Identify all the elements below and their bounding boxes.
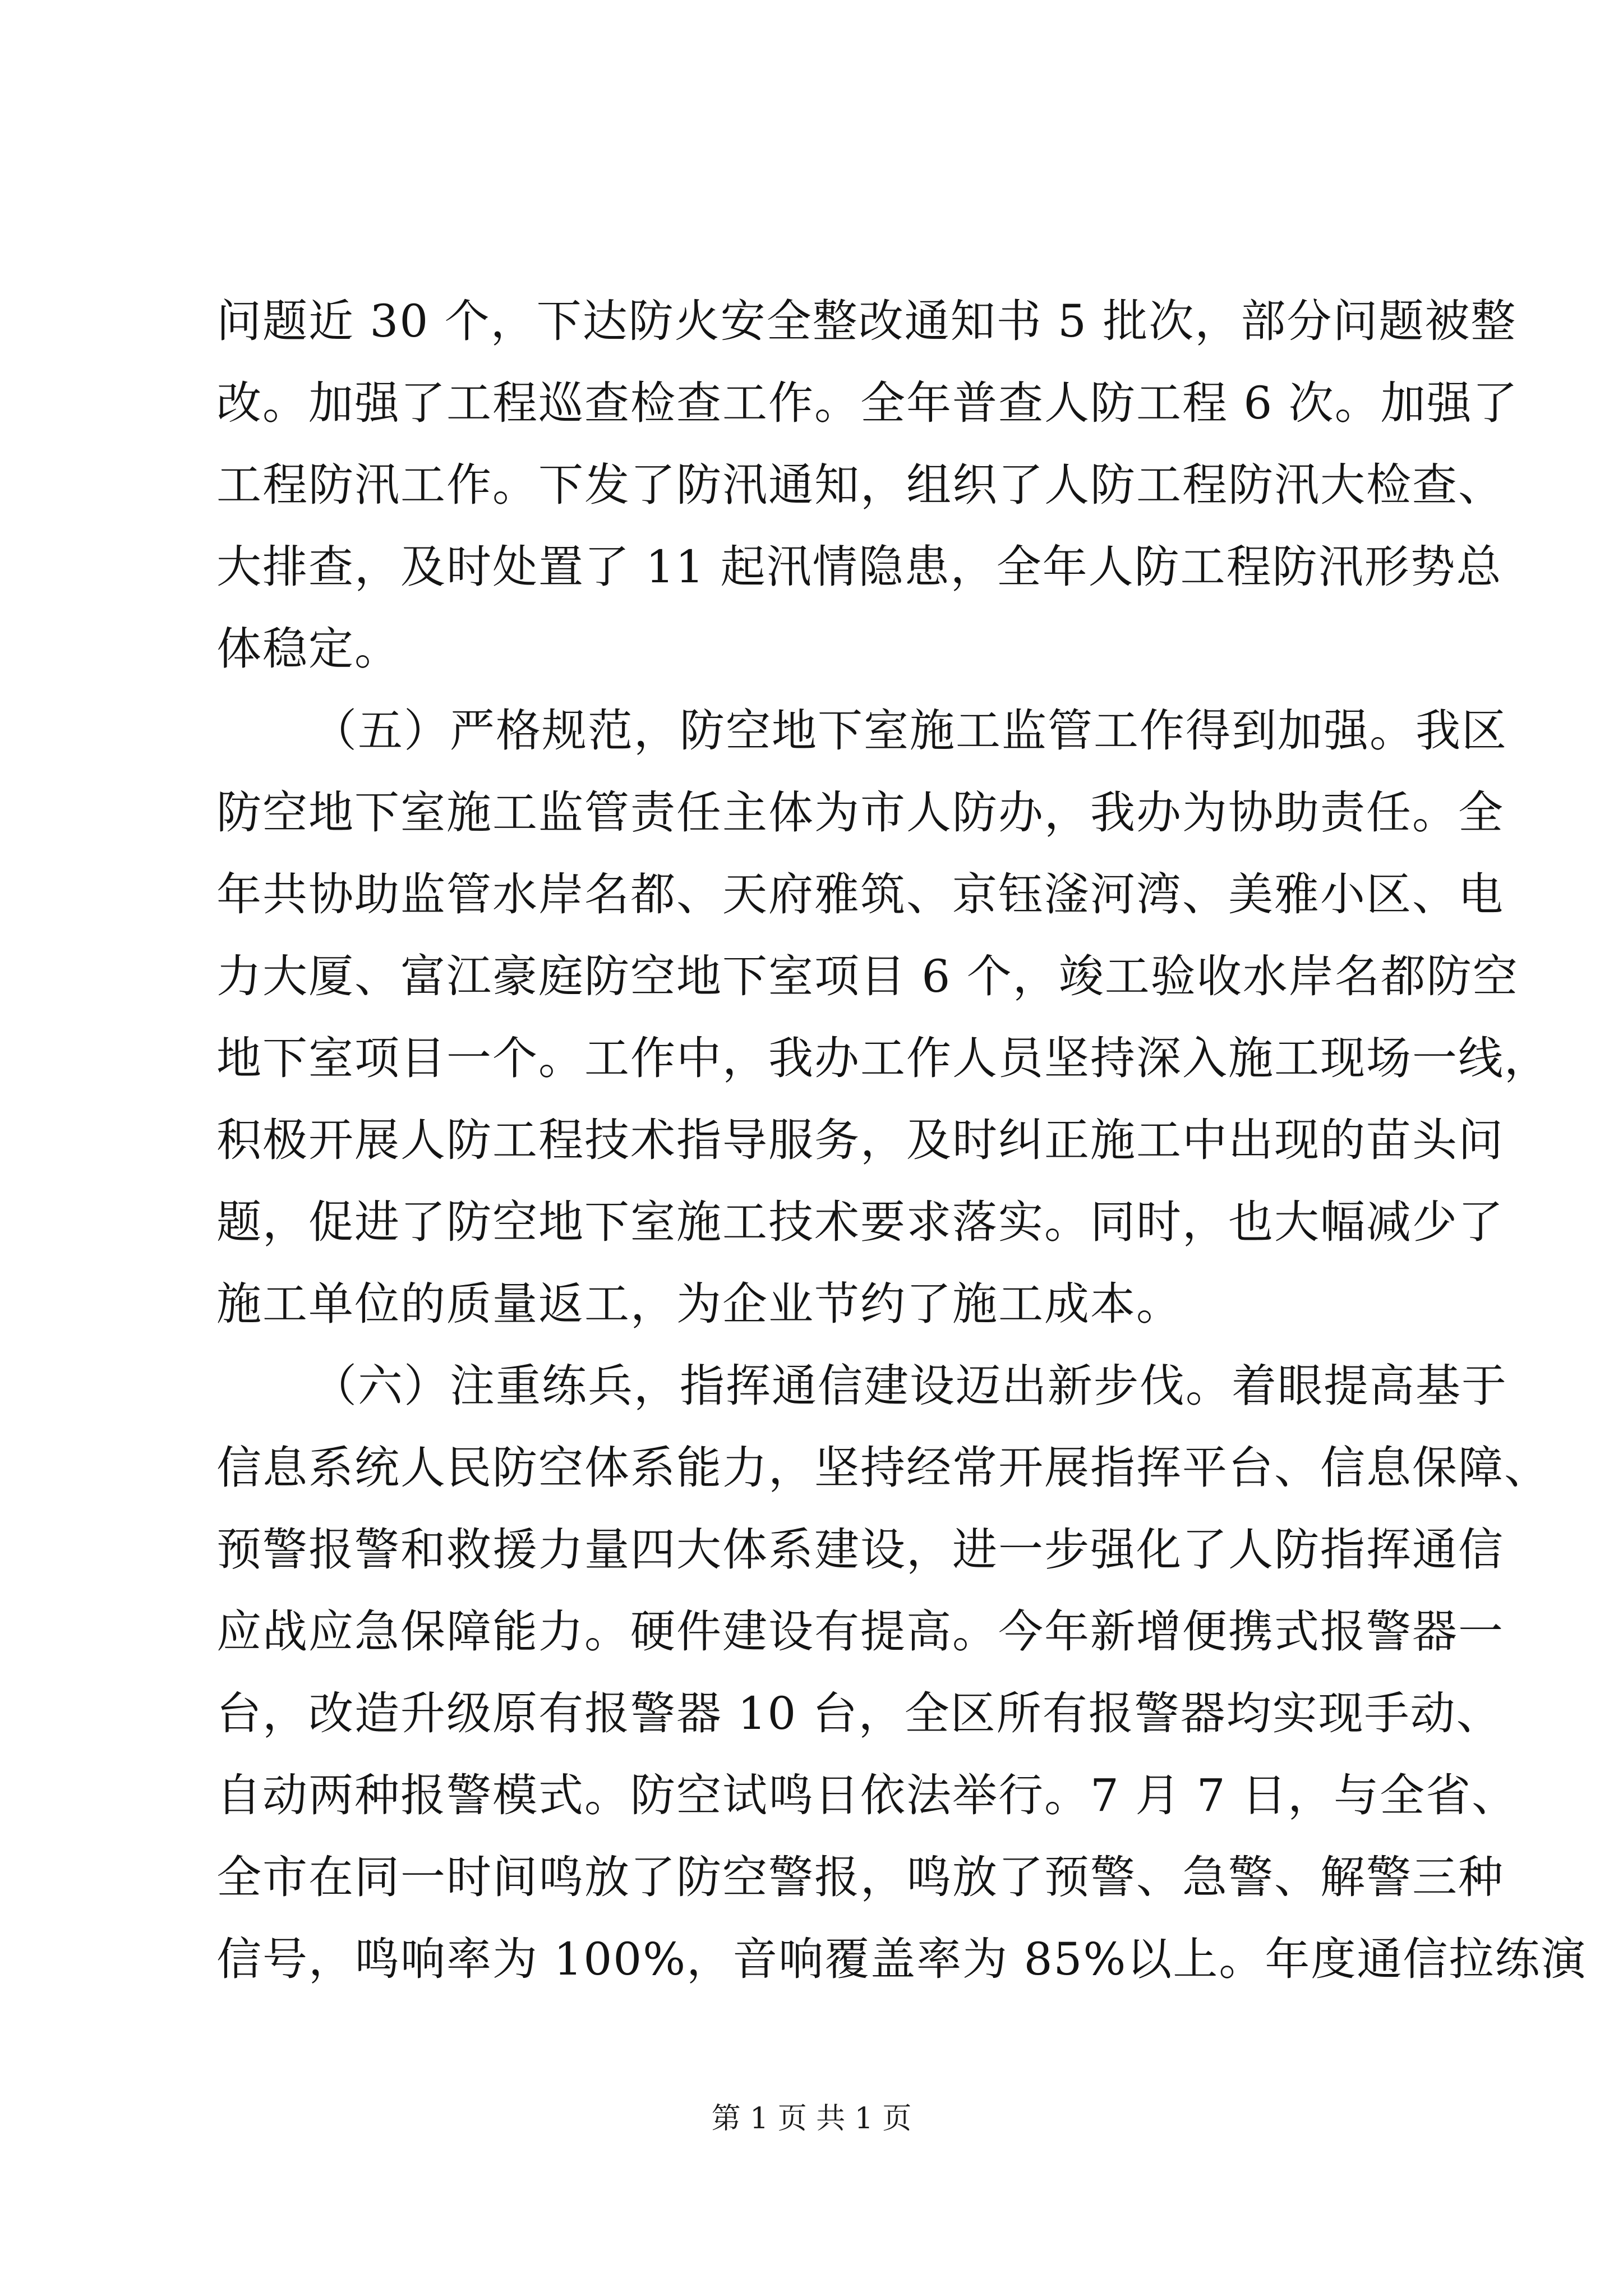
text-line: 自动两种报警模式。防空试鸣日依法举行。7 月 7 日，与全省、: [216, 1769, 1518, 1821]
text-line: 力大厦、富江豪庭防空地下室项目 6 个，竣工验收水岸名都防空: [216, 950, 1519, 1002]
page-footer: 第 1 页 共 1 页: [711, 2102, 912, 2136]
section-heading-line: （五）严格规范，防空地下室施工监管工作得到加强。我区: [312, 705, 1507, 757]
text-line: 预警报警和救援力量四大体系建设，进一步强化了人防指挥通信: [216, 1524, 1504, 1576]
document-body: [216, 280, 1587, 2000]
text-line: 防空地下室施工监管责任主体为市人防办，我办为协助责任。全: [216, 786, 1504, 839]
text-line: 全市在同一时间鸣放了防空警报，鸣放了预警、急警、解警三种: [216, 1851, 1504, 1903]
text-line: 积极开展人防工程技术指导服务，及时纠正施工中出现的苗头问: [216, 1114, 1504, 1166]
text-line: 台，改造升级原有报警器 10 台，全区所有报警器均实现手动、: [216, 1687, 1502, 1740]
text-line: 大排查，及时处置了 11 起汛情隐患，全年人防工程防汛形势总: [216, 541, 1502, 593]
text-line: 施工单位的质量返工，为企业节约了施工成本。: [216, 1278, 1182, 1330]
text-line: 工程防汛工作。下发了防汛通知，组织了人防工程防汛大检查、: [216, 459, 1504, 511]
text-line: 地下室项目一个。工作中，我办工作人员坚持深入施工现场一线，: [216, 1032, 1550, 1084]
text-line: 应战应急保障能力。硬件建设有提高。今年新增便携式报警器一: [216, 1605, 1504, 1658]
text-line: 改。加强了工程巡查检查工作。全年普查人防工程 6 次。加强了: [216, 377, 1519, 429]
text-line: 信号，鸣响率为 100%，音响覆盖率为 85%以上。年度通信拉练演: [216, 1933, 1587, 1985]
text-line: 信息系统人民防空体系能力，坚持经常开展指挥平台、信息保障、: [216, 1442, 1550, 1494]
text-line: 体稳定。: [216, 623, 400, 675]
text-line: 题，促进了防空地下室施工技术要求落实。同时，也大幅减少了: [216, 1196, 1504, 1248]
text-line: 年共协助监管水岸名都、天府雅筑、京钰滏河湾、美雅小区、电: [216, 868, 1504, 921]
text-line: 问题近 30 个，下达防火安全整改通知书 5 批次，部分问题被整: [216, 295, 1517, 347]
section-heading-line: （六）注重练兵，指挥通信建设迈出新步伐。着眼提高基于: [312, 1360, 1507, 1412]
